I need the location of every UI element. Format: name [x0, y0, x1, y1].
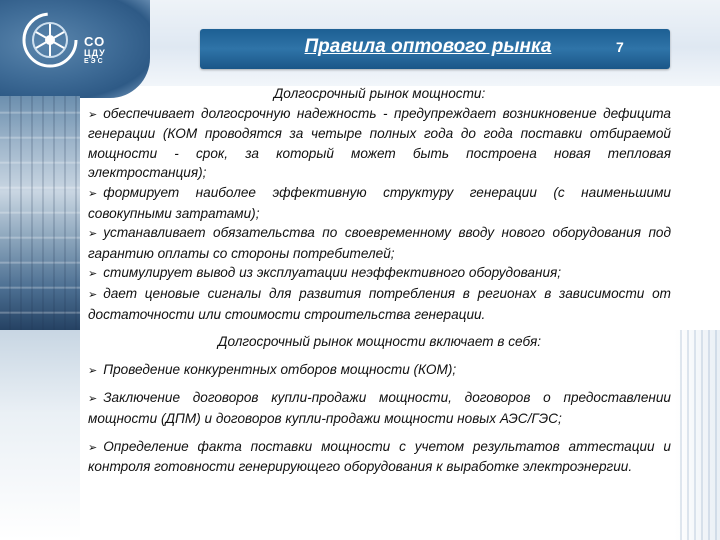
list-item-text: Проведение конкурентных отборов мощности (КОМ); [103, 361, 457, 377]
title-bar [200, 29, 670, 69]
page-number: 7 [616, 39, 624, 55]
side-photo-power-plant [0, 96, 80, 336]
list-item [88, 263, 671, 284]
list-item-text: устанавливает обязательства по своевременному вводу нового оборудования под гарантию оплаты со стороны потребителей; [88, 225, 671, 261]
list-item-text: Заключение договоров купли-продажи мощности, договоров о предоставлении мощности (ДПМ) и договоров купли-продажи мощности новых АЭС/ГЭС; [88, 390, 671, 426]
list-item [88, 223, 671, 263]
arrow-bullet-icon: ➢ [88, 287, 98, 301]
list-item-text: формирует наиболее эффективную структуру генерации (с наименьшими совокупными затратами); [88, 184, 671, 221]
list-item-text: дает ценовые сигналы для развития потребления в регионах в зависимости от достаточности или стоимости строительства генерации. [88, 285, 671, 322]
logo-text-cdu: ЦДУ [84, 48, 106, 58]
list-item-text: Определение факта поставки мощности с учетом результатов аттестации и контроля готовности генерирующего оборудования к выработке электроэнергии. [88, 438, 671, 475]
right-decoration [675, 330, 720, 540]
logo-text-so: СО [84, 34, 106, 49]
page-title: Правила оптового рынка [304, 36, 552, 57]
logo-text-ees: ЕЭС [84, 58, 105, 65]
arrow-bullet-icon: ➢ [88, 440, 98, 454]
side-decoration [0, 330, 80, 540]
section-heading: Долгосрочный рынок мощности: [273, 86, 486, 101]
arrow-bullet-icon: ➢ [88, 267, 98, 281]
arrow-bullet-icon: ➢ [88, 107, 98, 121]
arrow-bullet-icon: ➢ [88, 392, 98, 406]
arrow-bullet-icon: ➢ [88, 363, 98, 377]
section-heading: Долгосрочный рынок мощности включает в себя: [217, 334, 542, 350]
list-item-text: обеспечивает долгосрочную надежность - предупреждает возникновение дефицита генерации (КОМ проводятся за четыре полных года до года поставки отбираемой мощности - срок, за который может быть построена новая тепловая электростанция); [88, 105, 671, 181]
arrow-bullet-icon: ➢ [88, 227, 98, 241]
logo-emblem-icon [20, 10, 80, 70]
list-item-text: стимулирует вывод из эксплуатации неэффективного оборудования; [103, 265, 562, 281]
slide-content [88, 84, 671, 477]
arrow-bullet-icon: ➢ [88, 186, 98, 200]
list-item [88, 104, 671, 183]
list-item [88, 284, 671, 324]
list-item [88, 437, 671, 477]
list-item [88, 183, 671, 223]
list-item [88, 388, 671, 428]
list-item [88, 360, 671, 381]
